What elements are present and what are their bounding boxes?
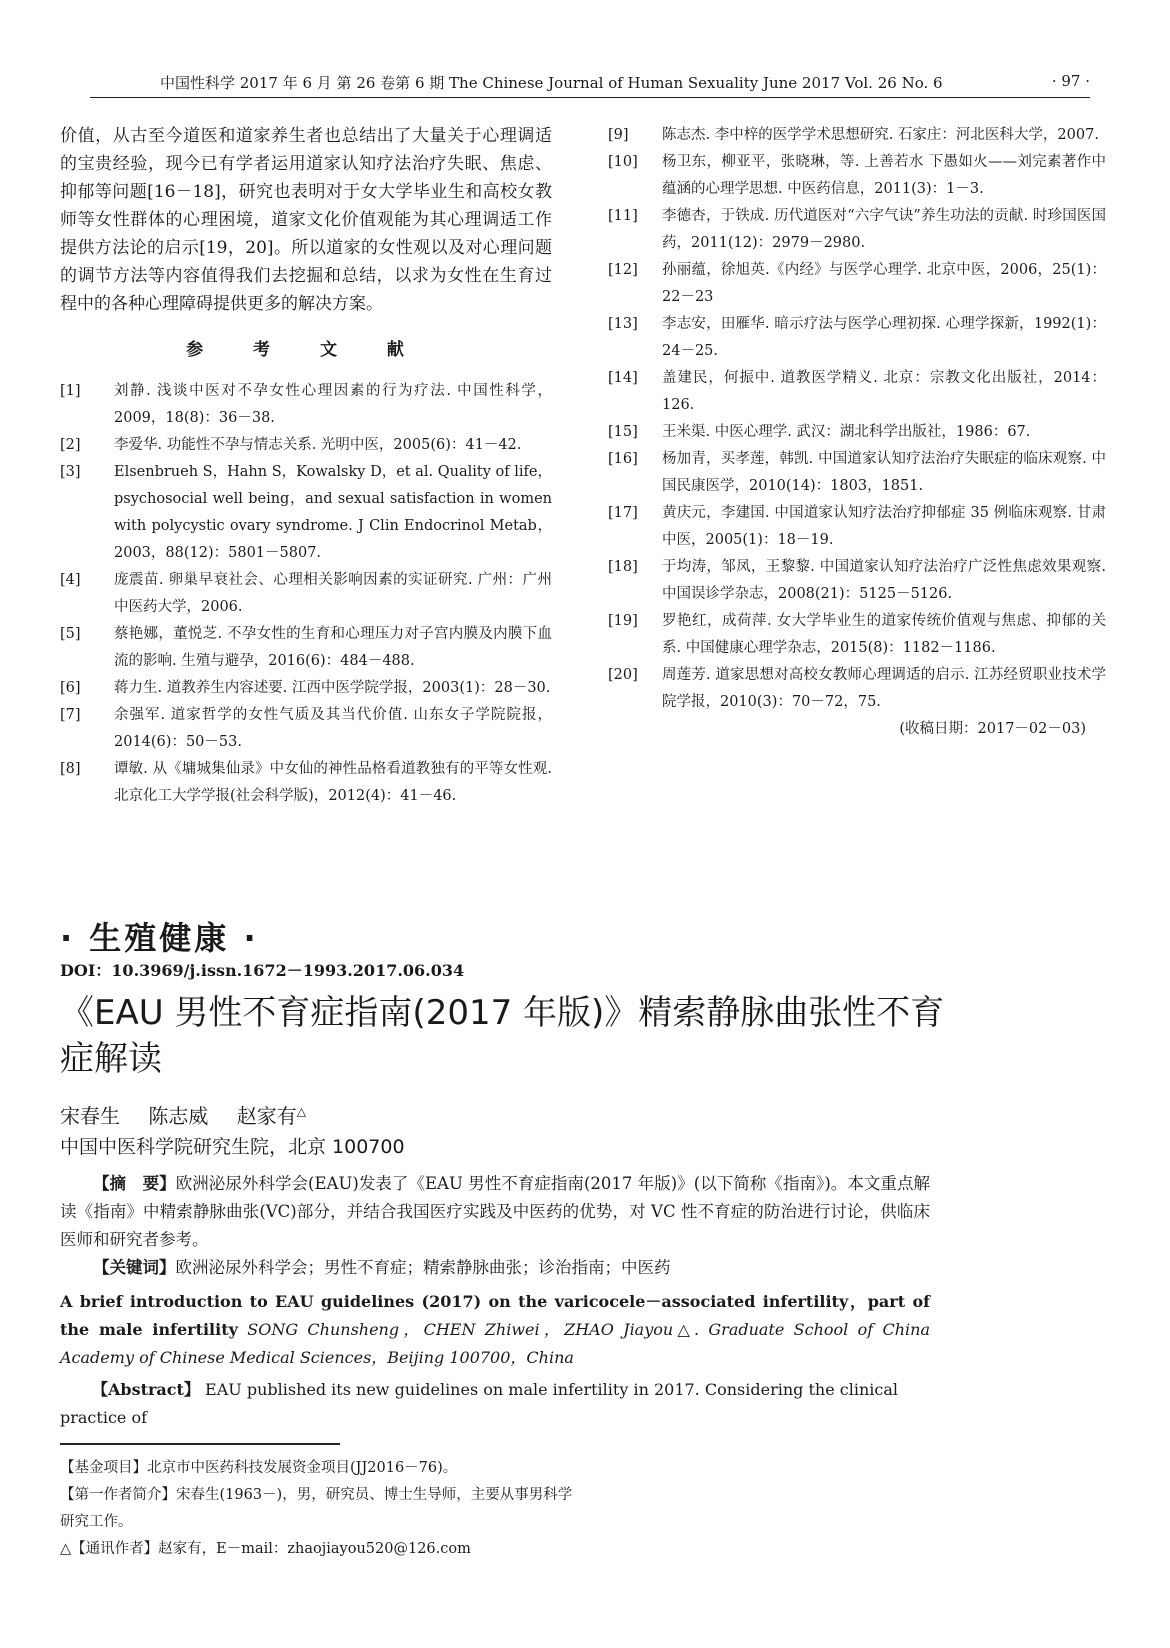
reference-text: 庞震苗. 卵巢早衰社会、心理相关影响因素的实证研究. 广州：广州中医药大学，2006.	[114, 572, 552, 615]
reference-text: 谭敏. 从《墉城集仙录》中女仙的神性品格看道教独有的平等女性观. 北京化工大学学报(社会科学版)，2012(4)：41－46.	[114, 761, 552, 804]
keywords-text: 欧洲泌尿外科学会；男性不育症；精索静脉曲张；诊治指南；中医药	[175, 1258, 671, 1277]
reference-item	[608, 608, 1106, 662]
english-authors: SONG Chunsheng，CHEN Zhiwei，ZHAO Jiayou△. Graduate School of China Academy of Chinese Medical Sciences，Beijing 100700，China	[60, 1320, 930, 1367]
references-heading: 参 考 文 献	[186, 340, 426, 360]
reference-item	[60, 756, 552, 810]
reference-item	[60, 378, 552, 432]
footnotes	[60, 1455, 580, 1563]
right-reference-list	[608, 122, 1106, 716]
reference-item	[608, 500, 1106, 554]
reference-number: [4]	[60, 572, 81, 588]
reference-text: 陈志杰. 李中梓的医学学术思想研究. 石家庄：河北医科大学，2007.	[662, 127, 1099, 143]
reference-item	[60, 621, 552, 675]
reference-number: [2]	[60, 437, 81, 453]
abstract-label: 【摘 要】	[93, 1174, 176, 1193]
reference-text: 孙丽蕴，徐旭英.《内经》与医学心理学. 北京中医，2006，25(1)：22－23	[662, 262, 1106, 305]
reference-text: 盖建民，何振中. 道教医学精义. 北京：宗教文化出版社，2014：126.	[662, 370, 1106, 413]
reference-item	[608, 203, 1106, 257]
reference-item	[608, 122, 1106, 149]
reference-number: [10]	[608, 154, 638, 170]
body-paragraph: 价值，从古至今道医和道家养生者也总结出了大量关于心理调适的宝贵经验，现今已有学者运用道家认知疗法治疗失眠、焦虑、抑郁等问题[16－18]，研究也表明对于女大学毕业生和高校女教师等女性群体的心理困境，道家文化价值观能为其心理调适工作提供方法论的启示[19，20]。所以道家的女性观以及对心理问题的调节方法等内容值得我们去挖掘和总结，以求为女性在生育过程中的各种心理障碍提供更多的解决方案。	[60, 126, 552, 314]
abstract-block	[60, 1170, 930, 1282]
reference-number: [19]	[608, 613, 638, 629]
right-column	[608, 122, 1106, 743]
reference-number: [1]	[60, 383, 81, 399]
footnote-first-author: 【第一作者简介】宋春生(1963－)，男，研究员、博士生导师，主要从事男科学研究工作。	[60, 1487, 573, 1530]
reference-number: [17]	[608, 505, 638, 521]
keywords-label: 【关键词】	[93, 1258, 176, 1277]
reference-item	[608, 365, 1106, 419]
reference-text: 李德杏，于铁成. 历代道医对“六字气诀”养生功法的贡献. 时珍国医国药，2011(12)：2979－2980.	[662, 208, 1106, 251]
reference-number: [3]	[60, 464, 81, 480]
author-name: 赵家有△	[236, 1104, 306, 1128]
page-number: · 97 ·	[1051, 72, 1090, 90]
reference-number: [20]	[608, 667, 638, 683]
english-title: A brief introduction to EAU guidelines (2017) on the varicocele－associated infertility，part of the male infertility	[60, 1292, 930, 1339]
reference-text: 罗艳红，成荷萍. 女大学毕业生的道家传统价值观与焦虑、抑郁的关系. 中国健康心理学杂志，2015(8)：1182－1186.	[662, 613, 1106, 656]
reference-text: 李爱华. 功能性不孕与情志关系. 光明中医，2005(6)：41－42.	[114, 437, 522, 453]
left-column	[60, 122, 552, 810]
header-rule	[90, 97, 1090, 98]
reference-number: [6]	[60, 680, 81, 696]
reference-number: [9]	[608, 127, 629, 143]
reference-number: [15]	[608, 424, 638, 440]
reference-text: 蒋力生. 道教养生内容述要. 江西中医学院学报，2003(1)：28－30.	[114, 680, 551, 696]
corresponding-mark: △	[296, 1104, 306, 1119]
reference-text: 李志安，田雁华. 暗示疗法与医学心理初探. 心理学探新，1992(1)：24－25.	[662, 316, 1106, 359]
reference-number: [16]	[608, 451, 638, 467]
left-reference-list	[60, 378, 552, 810]
reference-number: [11]	[608, 208, 638, 224]
running-header	[90, 72, 1090, 94]
reference-item	[608, 311, 1106, 365]
abstract-text: 欧洲泌尿外科学会(EAU)发表了《EAU 男性不育症指南(2017 年版)》(以下简称《指南》)。本文重点解读《指南》中精索静脉曲张(VC)部分，并结合我国医疗实践及中医药的优势，对 VC 性不育症的防治进行讨论，供临床医师和研究者参考。	[60, 1174, 931, 1249]
reference-number: [14]	[608, 370, 638, 386]
english-abstract-text: EAU published its new guidelines on male infertility in 2017. Considering the clinical practice of	[60, 1380, 898, 1427]
reference-number: [13]	[608, 316, 638, 332]
reference-text: 周莲芳. 道家思想对高校女教师心理调适的启示. 江苏经贸职业技术学院学报，2010(3)：70－72，75.	[662, 667, 1106, 710]
author-list	[60, 1100, 328, 1129]
author-name: 宋春生	[60, 1104, 120, 1128]
reference-text: 余强军. 道家哲学的女性气质及其当代价值. 山东女子学院院报，2014(6)：50－53.	[114, 707, 552, 750]
article-title: 《EAU 男性不育症指南(2017 年版)》精索静脉曲张性不育症解读	[60, 993, 945, 1079]
reference-item	[608, 446, 1106, 500]
reference-item	[60, 675, 552, 702]
affiliation: 中国中医科学院研究生院，北京 100700	[60, 1136, 405, 1158]
footnote-corresponding: △【通讯作者】赵家有，E－mail：zhaojiayou520@126.com	[60, 1541, 471, 1557]
reference-text: 黄庆元，李建国. 中国道家认知疗法治疗抑郁症 35 例临床观察. 甘肃中医，2005(1)：18－19.	[662, 505, 1106, 548]
english-title-block	[60, 1288, 930, 1372]
footnote-rule	[60, 1443, 340, 1445]
reference-text: 杨卫东，柳亚平，张晓琳，等. 上善若水 下愚如火——刘完素著作中蕴涵的心理学思想. 中医药信息，2011(3)：1－3.	[662, 154, 1106, 197]
received-date: (收稿日期：2017－02－03)	[899, 721, 1086, 737]
reference-item	[60, 702, 552, 756]
reference-item	[608, 257, 1106, 311]
reference-number: [5]	[60, 626, 81, 642]
reference-item	[608, 149, 1106, 203]
reference-text: Elsenbrueh S，Hahn S，Kowalsky D，et al. Quality of life，psychosocial well being，and sexual satisfaction in women with polycystic ovary syndrome. J Clin Endocrinol Metab，2003，88(12)：5801－5807.	[114, 464, 552, 561]
reference-number: [7]	[60, 707, 81, 723]
reference-item	[60, 459, 552, 567]
reference-item	[608, 419, 1106, 446]
author-name: 陈志威	[148, 1104, 209, 1128]
reference-item	[608, 662, 1106, 716]
reference-number: [8]	[60, 761, 81, 777]
reference-text: 王米渠. 中医心理学. 武汉：湖北科学出版社，1986：67.	[662, 424, 1031, 440]
reference-number: [12]	[608, 262, 638, 278]
section-label: · 生殖健康 ·	[60, 919, 259, 957]
reference-text: 蔡艳娜，董悦芝. 不孕女性的生育和心理压力对子宫内膜及内膜下血流的影响. 生殖与避孕，2016(6)：484－488.	[114, 626, 552, 669]
reference-item	[60, 432, 552, 459]
reference-number: [18]	[608, 559, 638, 575]
reference-item	[608, 554, 1106, 608]
english-abstract	[60, 1376, 930, 1432]
doi: DOI：10.3969/j.issn.1672－1993.2017.06.034	[60, 961, 465, 980]
journal-header-text: 中国性科学 2017 年 6 月 第 26 卷第 6 期 The Chinese Journal of Human Sexuality June 2017 Vol. 26 No. 6	[160, 74, 943, 92]
reference-text: 刘静. 浅谈中医对不孕女性心理因素的行为疗法. 中国性科学，2009，18(8)：36－38.	[114, 383, 552, 426]
reference-item	[60, 567, 552, 621]
footnote-funding: 【基金项目】北京市中医药科技发展资金项目(JJ2016－76)。	[60, 1460, 458, 1476]
reference-text: 于均涛，邹凤，王黎黎. 中国道家认知疗法治疗广泛性焦虑效果观察. 中国误诊学杂志，2008(21)：5125－5126.	[662, 559, 1106, 602]
reference-text: 杨加青，买孝莲，韩凯. 中国道家认知疗法治疗失眠症的临床观察. 中国民康医学，2010(14)：1803，1851.	[662, 451, 1106, 494]
english-abstract-label: 【Abstract】	[92, 1380, 200, 1399]
